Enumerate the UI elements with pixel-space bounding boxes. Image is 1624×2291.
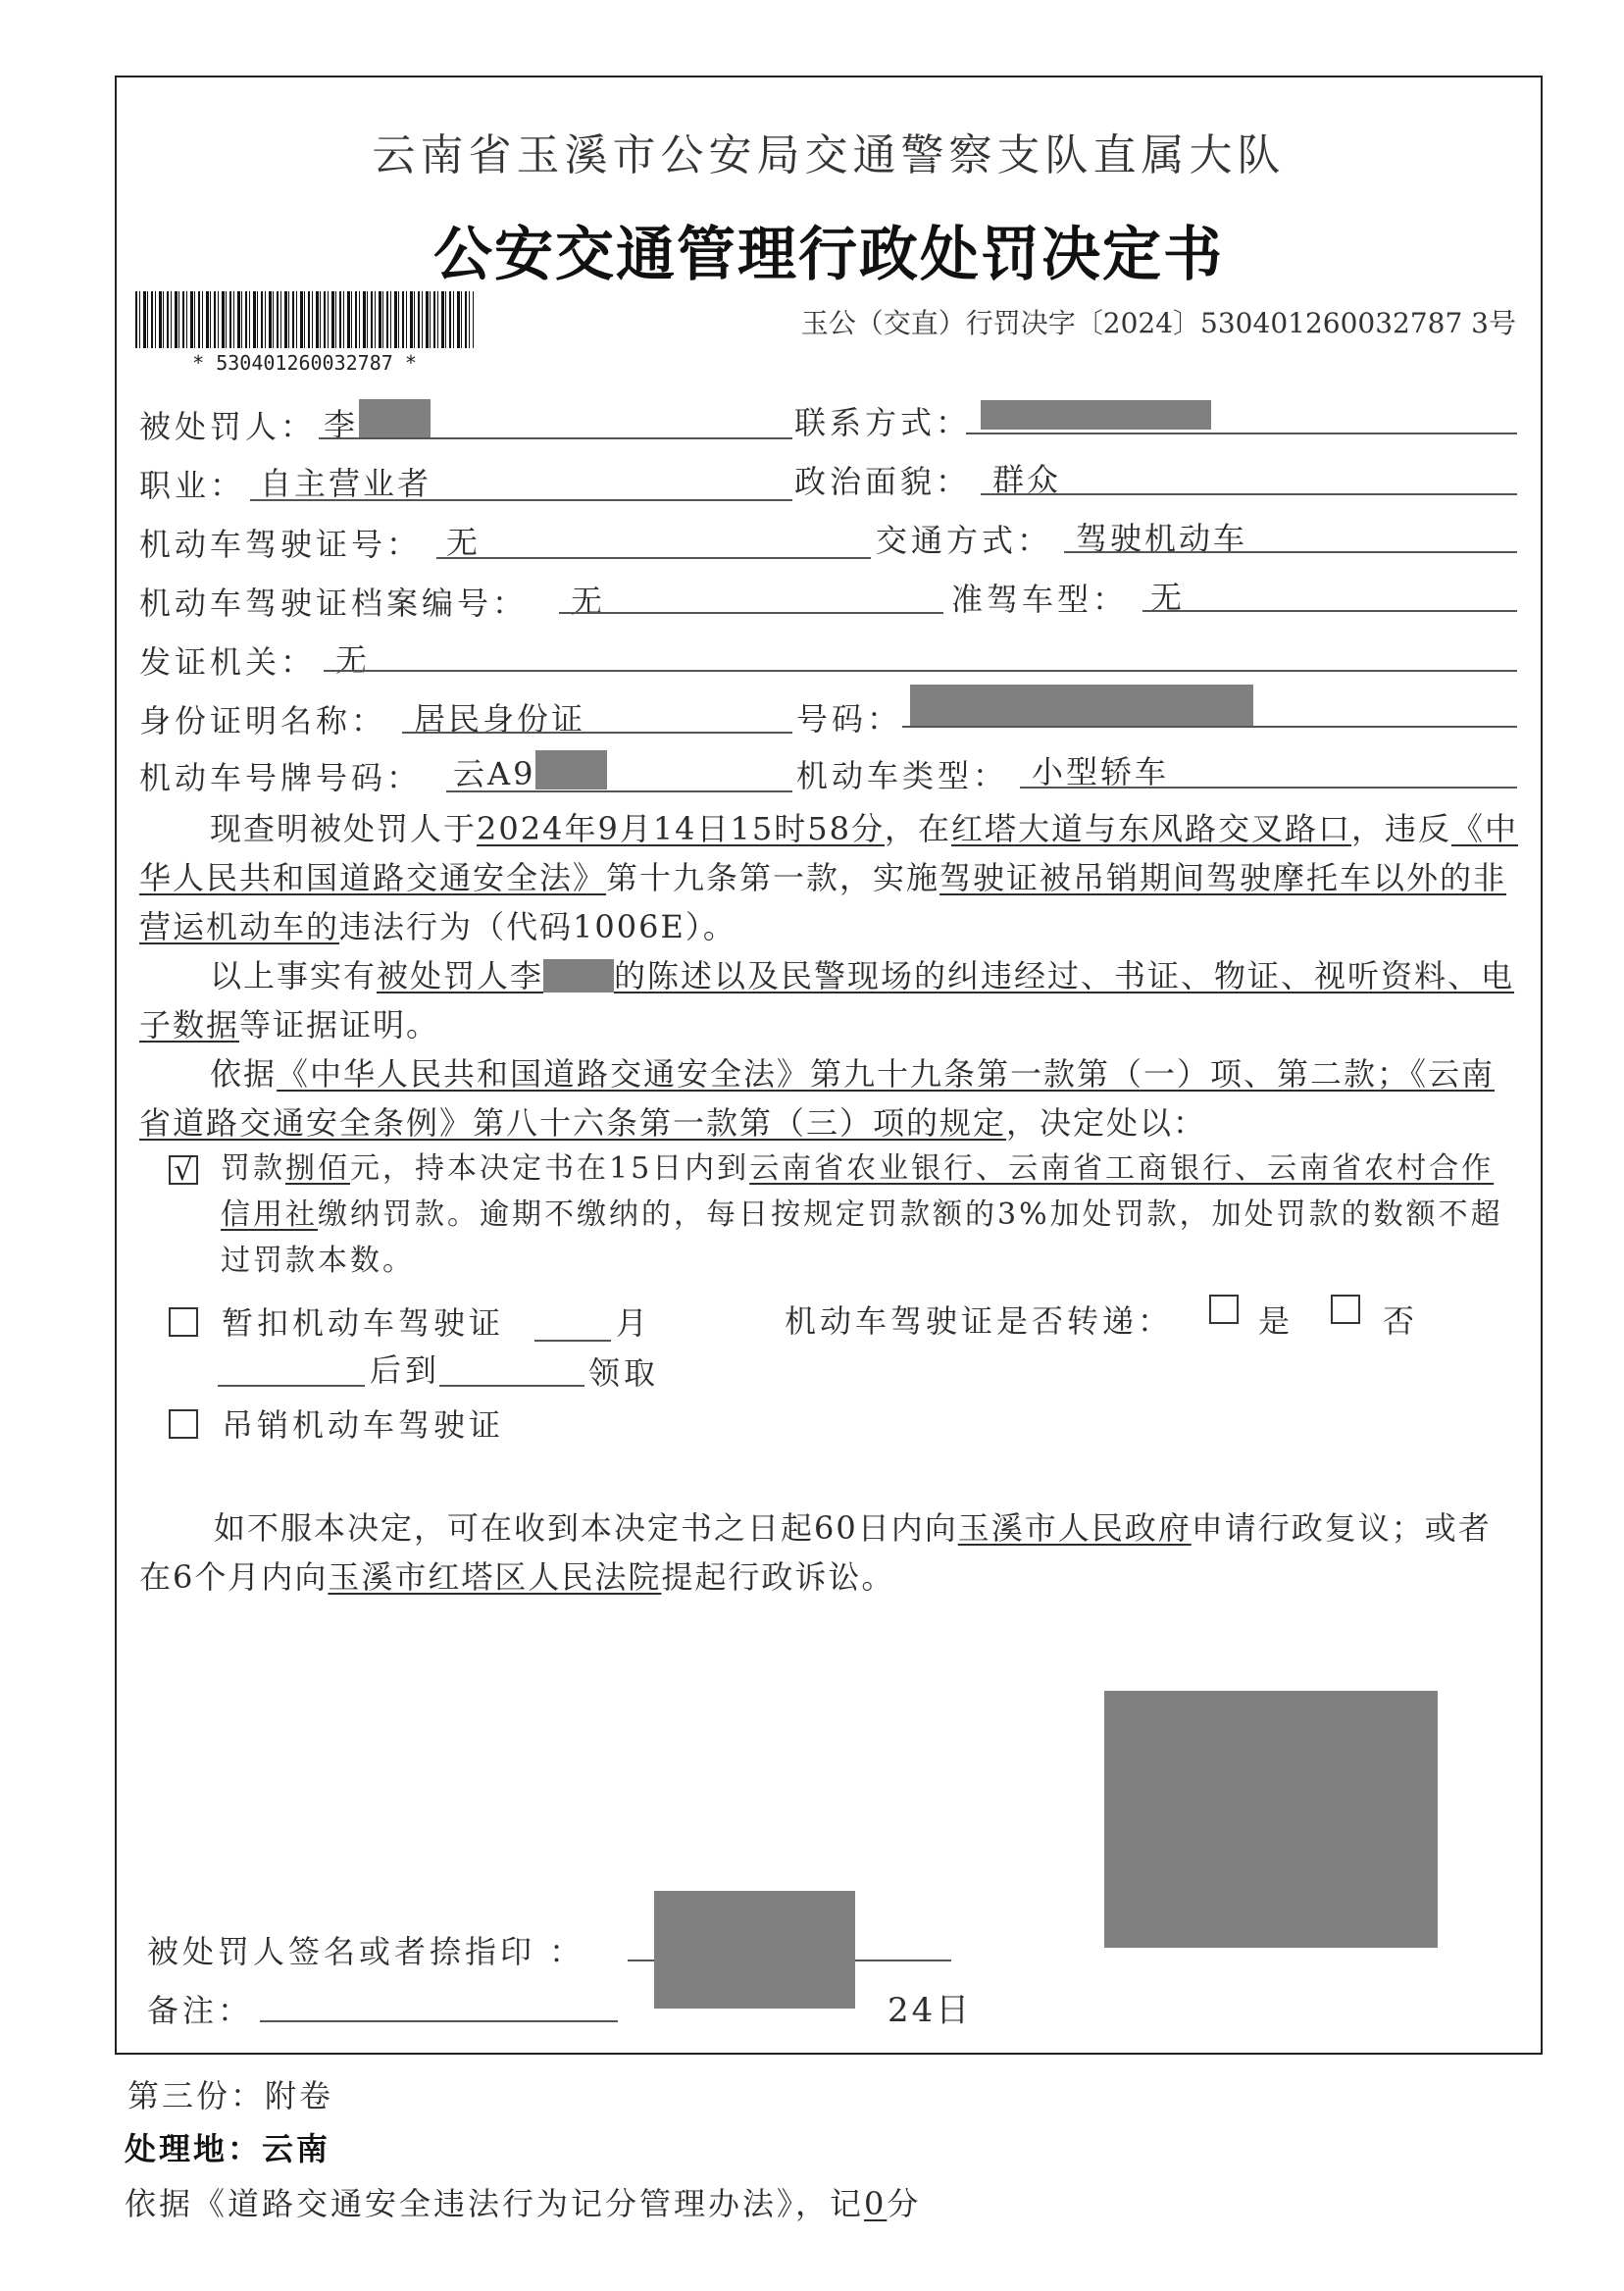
appeal-text <box>139 1503 1512 1602</box>
evidence-name-redaction <box>543 959 614 993</box>
copy-label: 第三份：附卷 <box>127 2077 334 2114</box>
id-type-value: 居民身份证 <box>414 700 586 738</box>
transfer-yes-label: 是 <box>1258 1302 1294 1340</box>
archive-no-underline <box>559 612 943 614</box>
document-title: 公安交通管理行政处罚决定书 <box>433 221 1224 289</box>
fine-label: 罚款 <box>221 1151 285 1186</box>
vehicle-class-label: 准驾车型： <box>951 581 1129 618</box>
political-underline <box>981 493 1517 495</box>
license-no-underline <box>436 557 871 559</box>
barcode-number: * 530401260032787 * <box>192 351 417 375</box>
traffic-mode-value: 驾驶机动车 <box>1076 520 1248 557</box>
appeal-paragraph <box>139 1503 1512 1602</box>
id-number-redaction <box>910 685 1253 726</box>
appeal-text-2: 申请行政复议；或者在6个月内向 <box>139 1509 1492 1596</box>
transfer-yes-checkbox[interactable] <box>1209 1295 1239 1324</box>
violation-act: 驾驶证被吊销期间驾驶摩托车以外的非营运机动车的 <box>139 859 1507 945</box>
suspend-collect-place-blank <box>439 1385 584 1387</box>
suspend-from-blank <box>218 1385 365 1387</box>
offender-name-redaction <box>359 399 431 438</box>
payment-banks: 云南省农业银行、云南省工商银行、云南省农村合作信用社 <box>221 1151 1495 1232</box>
transfer-no-checkbox[interactable] <box>1331 1295 1360 1324</box>
issuer-label: 发证机关： <box>139 643 317 681</box>
fine-amount: 捌佰 <box>285 1151 350 1186</box>
facts-text-4: 第十九条第一款，实施 <box>606 859 940 896</box>
litigation-court: 玉溪市红塔区人民法院 <box>328 1558 662 1596</box>
sign-date: 24日 <box>888 1991 973 2030</box>
official-seal-redaction <box>1104 1691 1438 1948</box>
transfer-no-label: 否 <box>1383 1302 1419 1340</box>
archive-no-label: 机动车驾驶证档案编号： <box>139 585 529 622</box>
plate-redaction <box>535 750 607 789</box>
collect-label: 领取 <box>588 1354 660 1392</box>
evidence-text-1: 以上事实有 <box>210 957 378 994</box>
evidence-paragraph <box>139 951 1527 1049</box>
facts-section <box>139 804 1527 1147</box>
fine-checkbox[interactable] <box>169 1153 198 1188</box>
offender-label: 被处罚人： <box>139 408 317 445</box>
violated-law: 《中华人民共和国道路交通安全法》 <box>139 810 1519 896</box>
vehicle-type-label: 机动车类型： <box>796 757 1009 794</box>
basis-text-2: ，决定处以： <box>1006 1104 1207 1142</box>
points-text-1: 依据《道路交通安全违法行为记分管理办法》，记 <box>125 2185 865 2222</box>
processing-place: 处理地：云南 <box>125 2130 331 2167</box>
contact-label: 联系方式： <box>794 404 972 441</box>
revoke-label: 吊销机动车驾驶证 <box>222 1406 505 1444</box>
issuer-value: 无 <box>335 641 371 679</box>
id-type-label: 身份证明名称： <box>139 702 387 739</box>
vehicle-class-underline <box>1142 610 1517 612</box>
document-number: 玉公（交直）行罚决字〔2024〕530401260032787 3号 <box>800 307 1516 339</box>
plate-value: 云A9 <box>453 755 536 792</box>
id-type-underline <box>402 732 792 734</box>
fine-text-2: 缴纳罚款。逾期不缴纳的，每日按规定罚款额的3%加处罚款，加处罚款的数额不超过罚款本数。 <box>221 1197 1503 1278</box>
barcode <box>135 291 474 348</box>
appeal-text-1: 如不服本决定，可在收到本决定书之日起60日内向 <box>214 1509 958 1547</box>
contact-redaction <box>981 400 1211 430</box>
transfer-label: 机动车驾驶证是否转递： <box>785 1302 1174 1340</box>
remark-label: 备注： <box>147 1992 254 2029</box>
points-note <box>125 2179 921 2224</box>
plate-underline <box>446 790 792 792</box>
occupation-label: 职业： <box>139 467 246 504</box>
after-label: 后到 <box>370 1351 441 1389</box>
appeal-text-3: 提起行政诉讼。 <box>661 1558 895 1596</box>
facts-text-1: 现查明被处罚人于 <box>210 810 478 847</box>
occupation-underline <box>250 499 792 501</box>
points-text-2: 分 <box>887 2185 922 2222</box>
signature-redaction <box>654 1891 855 2009</box>
id-number-underline <box>902 726 1517 728</box>
vehicle-type-value: 小型轿车 <box>1032 753 1170 790</box>
facts-paragraph <box>139 804 1527 951</box>
id-number-label: 号码： <box>796 700 903 738</box>
suspend-months-blank <box>534 1340 611 1342</box>
traffic-mode-label: 交通方式： <box>876 522 1053 559</box>
license-no-value: 无 <box>446 524 482 561</box>
evidence-text-2: 等证据证明。 <box>239 1006 440 1044</box>
archive-no-value: 无 <box>571 583 606 620</box>
fine-text <box>221 1146 1525 1284</box>
contact-underline <box>966 433 1517 434</box>
suspend-checkbox[interactable] <box>169 1307 198 1337</box>
agency-title: 云南省玉溪市公安局交通警察支队直属大队 <box>372 130 1286 180</box>
facts-text-5: 违法行为（代码1006E）。 <box>339 908 736 945</box>
points-value: 0 <box>864 2185 888 2222</box>
legal-basis: 《中华人民共和国道路交通安全法》第九十九条第一款第（一）项、第二款；《云南省道路交通安全条例》第八十六条第一款第（三）项的规定 <box>139 1055 1496 1142</box>
remark-line <box>260 2020 618 2022</box>
suspend-label: 暂扣机动车驾驶证 <box>222 1304 505 1342</box>
political-value: 群众 <box>992 461 1062 498</box>
vehicle-class-value: 无 <box>1150 579 1186 616</box>
signature-label: 被处罚人签名或者捺指印 ： <box>147 1933 585 1970</box>
offender-underline <box>319 437 792 439</box>
facts-text-3: ，违反 <box>1351 810 1452 847</box>
facts-text-2: ，在 <box>884 810 951 847</box>
offender-value: 李 <box>324 406 359 443</box>
license-no-label: 机动车驾驶证号： <box>139 526 423 563</box>
traffic-mode-underline <box>1064 551 1517 553</box>
plate-label: 机动车号牌号码： <box>139 759 423 796</box>
issuer-underline <box>324 670 1517 672</box>
month-unit: 月 <box>616 1304 652 1342</box>
review-authority: 玉溪市人民政府 <box>957 1509 1192 1547</box>
evidence-list: 的陈述以及民警现场的纠违经过、书证、物证、视听资料、电子数据 <box>139 957 1515 1044</box>
occupation-value: 自主营业者 <box>260 465 432 502</box>
basis-paragraph <box>139 1049 1527 1147</box>
vehicle-type-underline <box>1020 787 1517 789</box>
basis-text-1: 依据 <box>210 1055 278 1093</box>
violation-time: 2024年9月14日15时58分 <box>477 810 885 847</box>
political-label: 政治面貌： <box>794 463 972 500</box>
revoke-checkbox[interactable] <box>169 1409 198 1439</box>
fine-checkmark: √ <box>174 1153 193 1188</box>
evidence-offender: 被处罚人李 <box>377 957 544 994</box>
violation-place: 红塔大道与东风路交叉路口 <box>951 810 1352 847</box>
fine-text-1: 元，持本决定书在15日内到 <box>350 1151 750 1186</box>
